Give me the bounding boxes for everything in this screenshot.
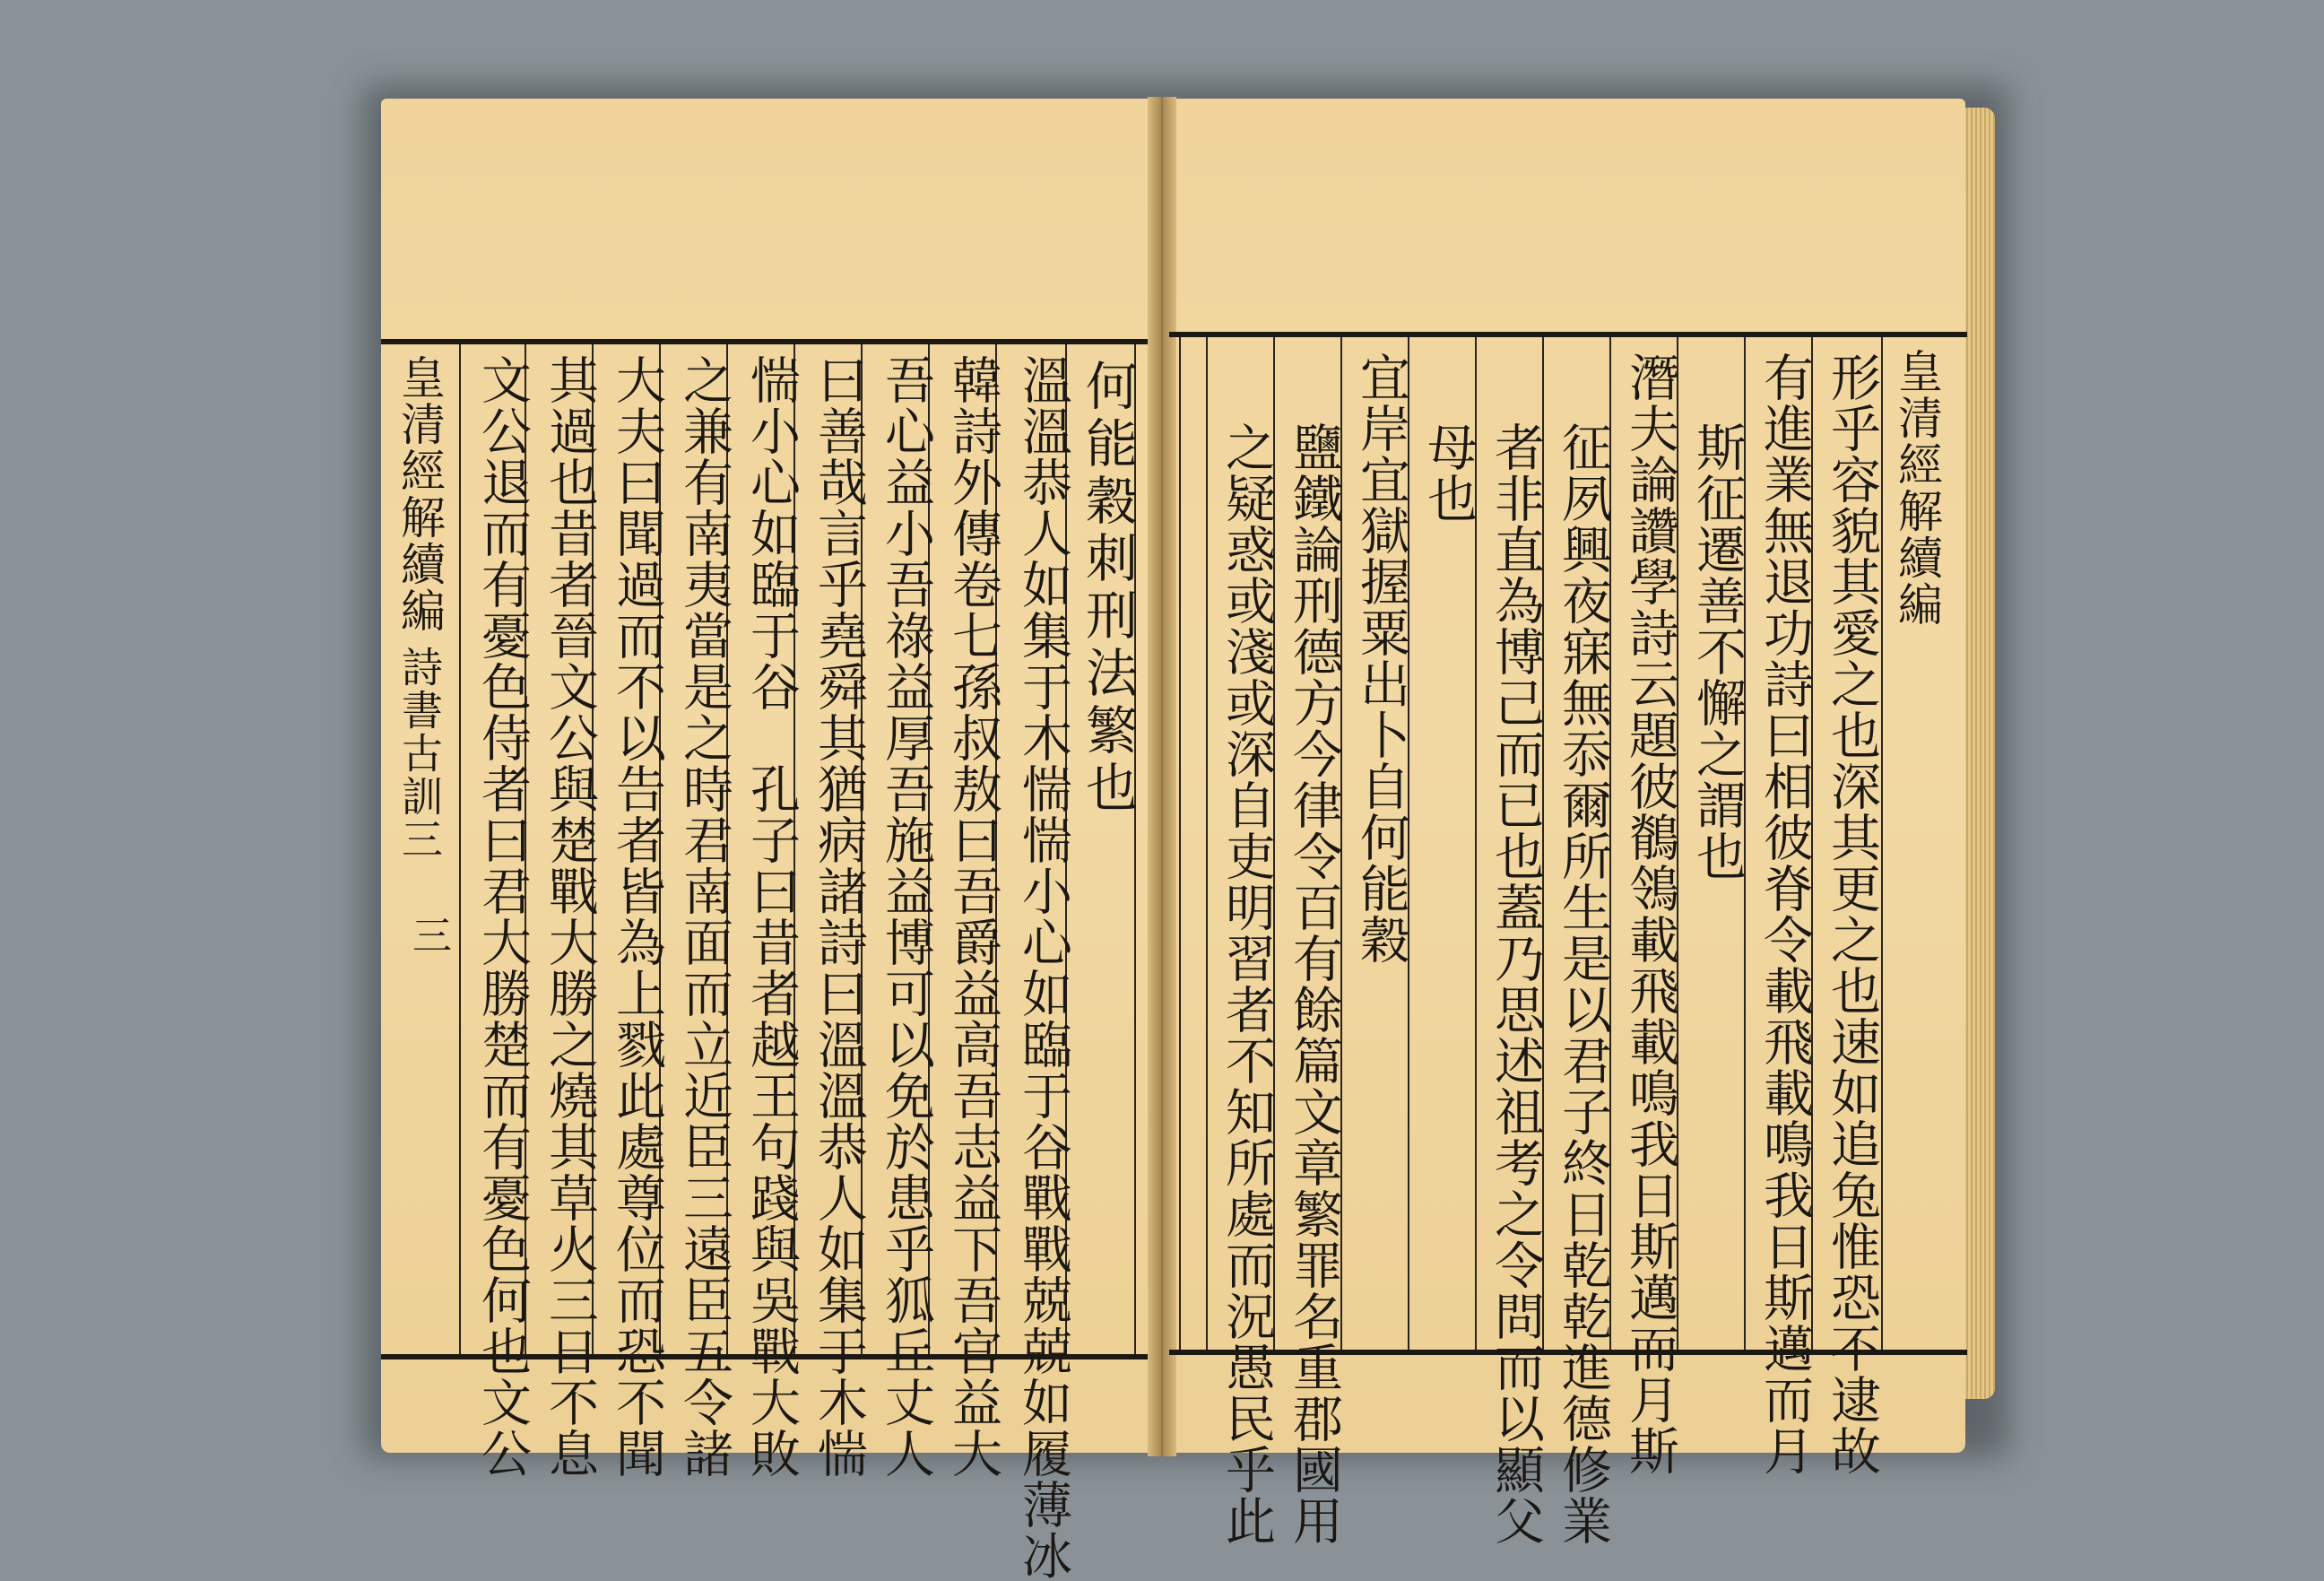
left-column-2: 溫溫恭人如集于木惴惴小心如臨于谷戰戰兢兢如履薄冰 — [1014, 354, 1072, 1581]
left-ribbon-title: 皇清經解續編 — [394, 354, 446, 634]
left-column-8: 大夫曰聞過而不以告者皆為上戮此處尊位而恐不聞 — [608, 354, 666, 1479]
left-column-9: 其過也昔者晉文公與楚戰大勝之燒其草火三日不息 — [541, 354, 599, 1479]
left-folio-number: 三 — [405, 915, 451, 954]
right-column-8: 宜岸宜獄握粟出卜自何能穀 — [1352, 352, 1410, 965]
right-column-3: 斯征遷善不懈之謂也 — [1688, 421, 1747, 882]
right-column-6: 者非直為博己而已也蓋乃思述祖考之令問而以顯父 — [1487, 421, 1545, 1546]
left-column-6: 惴小心如臨于谷 孔子曰昔者越王句踐與吳戰大敗 — [742, 354, 801, 1479]
left-column-5: 曰善哉言乎堯舜其猶病諸詩曰溫溫恭人如集于木惴 — [810, 354, 868, 1479]
left-column-10: 文公退而有憂色侍者曰君大勝楚而有憂色何也文公 — [473, 354, 532, 1479]
right-column-10: 之疑惑或淺或深自吏明習者不知所處而況愚民乎此 — [1218, 421, 1276, 1546]
left-top-rule — [381, 339, 1148, 344]
left-column-4: 吾心益小吾祿益厚吾施益博可以免於患乎狐丘丈人 — [877, 354, 935, 1479]
right-lines-divider — [1179, 337, 1181, 1350]
page-edges — [1964, 108, 1995, 1399]
right-ribbon-title: 皇清經解續編 — [1891, 348, 1943, 628]
right-lines-divider — [1206, 337, 1208, 1350]
right-column-5: 征夙興夜寐無忝爾所生是以君子終日乾乾進德修業 — [1554, 421, 1612, 1546]
right-column-2: 有進業無退功詩曰相彼脊令載飛載鳴我日斯邁而月 — [1756, 352, 1814, 1476]
left-lines-divider — [459, 344, 461, 1354]
left-ribbon-section: 詩書古訓三 — [395, 646, 444, 861]
left-column-7: 之兼有南夷當是之時君南面而立近臣三遠臣五令諸 — [675, 354, 733, 1479]
right-column-9: 鹽鐵論刑德方今律令百有餘篇文章繁罪名重郡國用 — [1285, 421, 1343, 1546]
right-top-rule — [1169, 332, 1967, 337]
book-gutter — [1148, 97, 1176, 1456]
right-column-4: 潛夫論讚學詩云題彼鶺鴒載飛載鳴我日斯邁而月斯 — [1621, 352, 1679, 1476]
right-column-7: 母也 — [1419, 421, 1478, 524]
right-column-1: 形乎容貌其愛之也深其更之也速如追兔惟恐不逮故 — [1823, 352, 1881, 1476]
left-column-3: 韓詩外傳卷七孫叔敖曰吾爵益高吾志益下吾官益大 — [944, 354, 1002, 1479]
left-column-1: 何能穀刺刑法繁也 — [1077, 359, 1138, 818]
